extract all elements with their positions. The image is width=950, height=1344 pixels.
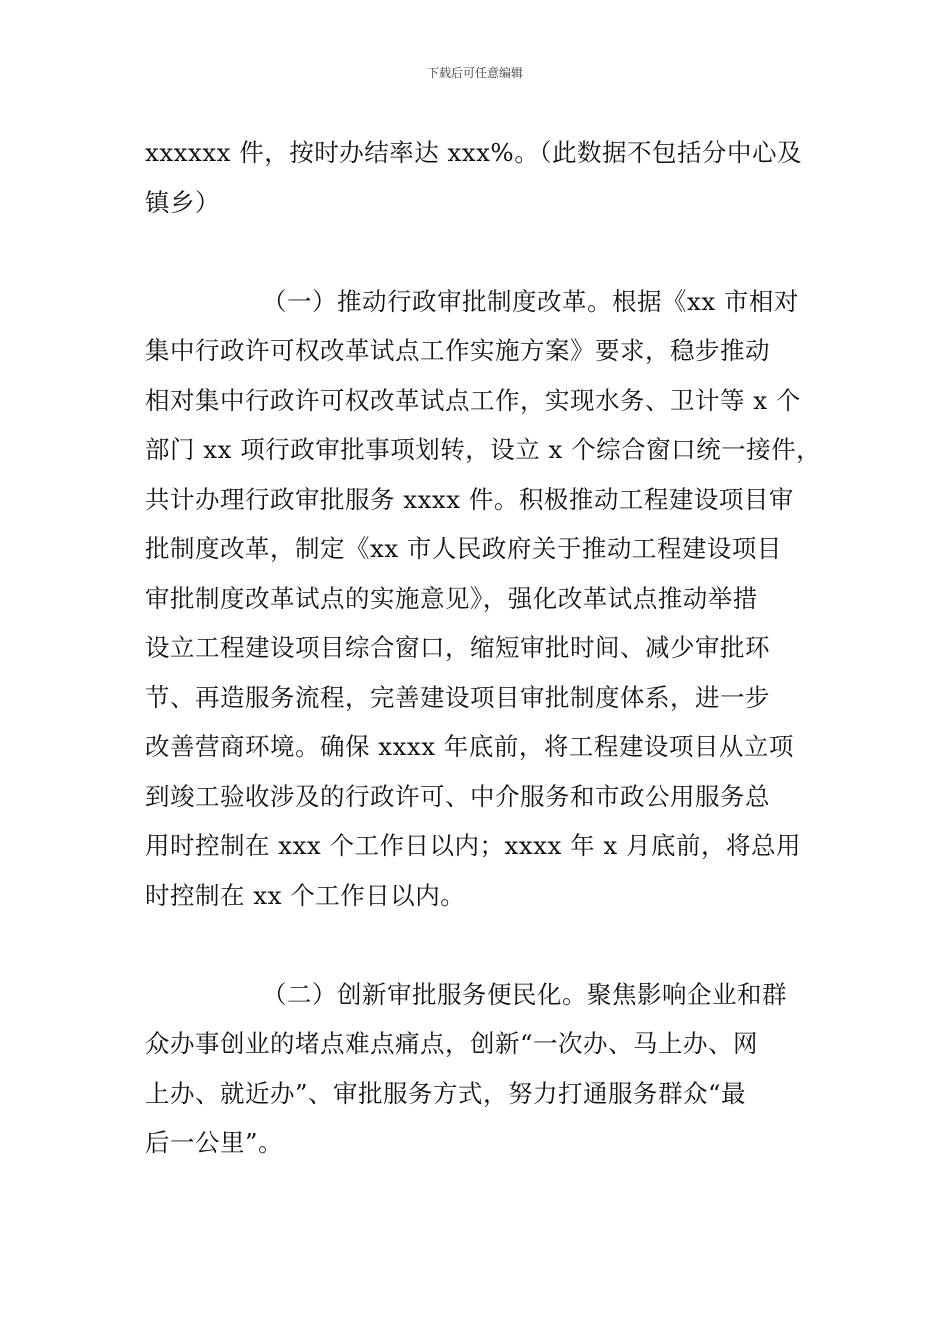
text-line: 部门 xx 项行政审批事项划转，设立 x 个综合窗口统一接件， <box>145 435 822 464</box>
text-line: xxxxxx 件，按时办结率达 xxx%。（此数据不包括分中心及 <box>145 138 802 167</box>
text-line: 上办、就近办”、审批服务方式，努力打通服务群众“最 <box>145 1078 747 1108</box>
text-line: 镇乡） <box>145 187 220 217</box>
text-line: 时控制在 xx 个工作日以内。 <box>145 880 466 910</box>
document-body <box>145 128 822 1168</box>
text-line: 集中行政许可权改革试点工作实施方案》要求，稳步推动 <box>145 336 770 365</box>
text-line: 众办事创业的堵点难点痛点，创新“一次办、马上办、网 <box>145 1029 759 1058</box>
text-line: 到竣工验收涉及的行政许可、中介服务和市政公用服务总 <box>145 781 770 811</box>
text-line: 相对集中行政许可权改革试点工作，实现水务、卫计等 x 个 <box>145 385 801 415</box>
text-line: 节、再造服务流程，完善建设项目审批制度体系，进一步 <box>145 682 770 712</box>
paragraph-section-1 <box>145 277 822 921</box>
paragraph-intro <box>145 128 810 227</box>
text-line: 审批制度改革试点的实施意见》，强化改革试点推动举措 <box>145 583 758 613</box>
text-line: 用时控制在 xxx 个工作日以内；xxxx 年 x 月底前，将总用 <box>145 831 801 860</box>
page-header: 下载后可任意编辑 <box>426 66 523 80</box>
text-line: 设立工程建设项目综合窗口，缩短审批时间、减少审批环 <box>145 633 770 662</box>
section-heading-line: （一）推动行政审批制度改革。根据《xx 市相对 <box>262 286 799 316</box>
text-line: 批制度改革，制定《xx 市人民政府关于推动工程建设项目 <box>145 534 782 563</box>
paragraph-spacer <box>145 920 810 970</box>
text-line: 改善营商环境。确保 xxxx 年底前，将工程建设项目从立项 <box>145 732 794 761</box>
paragraph-section-2 <box>145 970 810 1168</box>
section-heading-line: （二）创新审批服务便民化。聚焦影响企业和群 <box>262 979 787 1009</box>
text-line: 共计办理行政审批服务 xxxx 件。积极推动工程建设项目审 <box>145 484 794 514</box>
paragraph-spacer <box>145 227 810 277</box>
text-line: 后一公里”。 <box>145 1128 284 1157</box>
